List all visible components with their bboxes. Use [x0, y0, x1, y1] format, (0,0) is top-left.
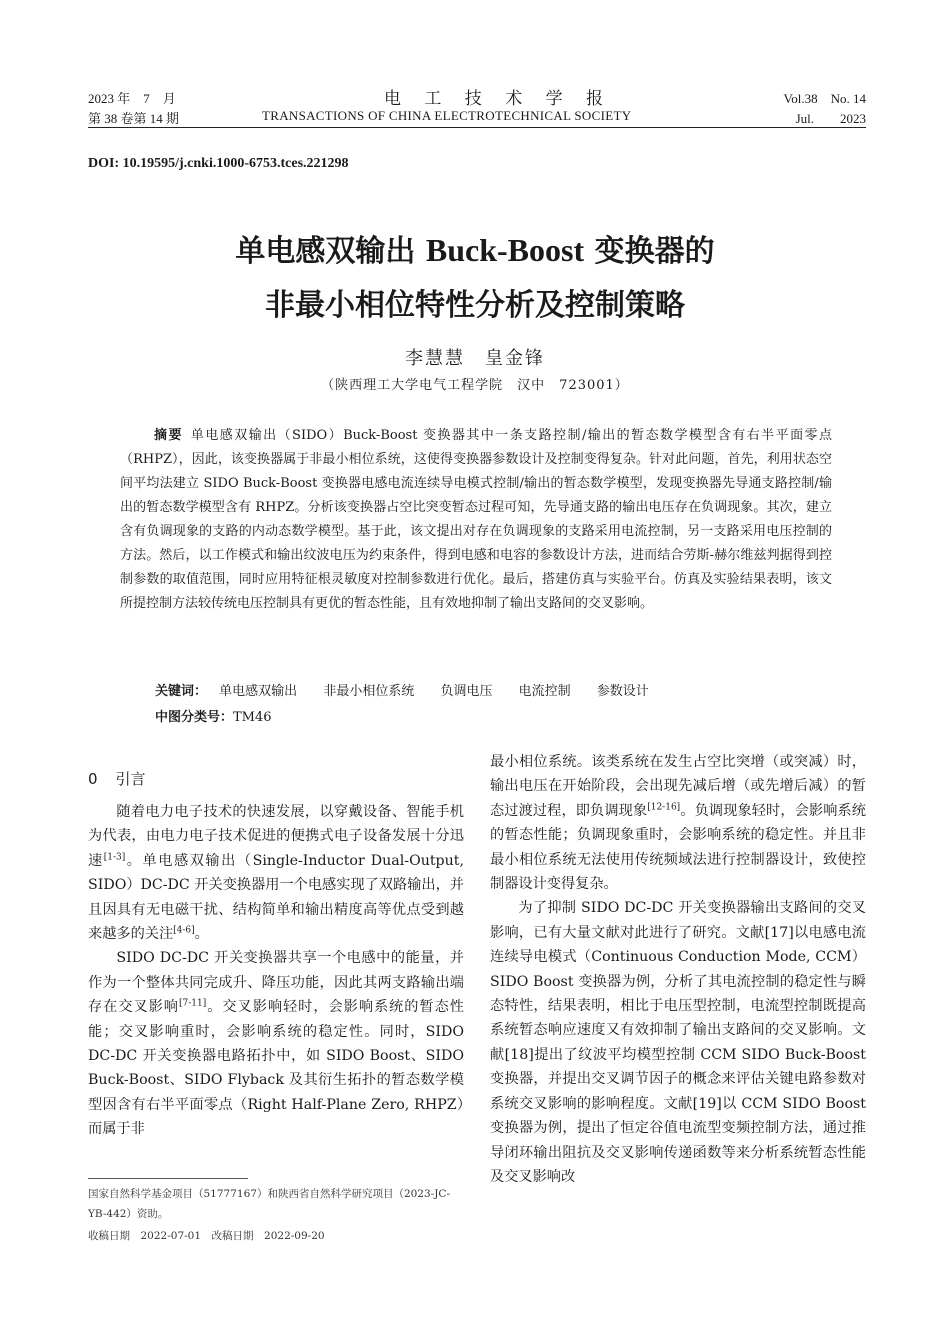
citation: [4-6]: [173, 925, 195, 936]
paragraph: [490, 750, 866, 896]
left-column: [88, 800, 464, 1142]
right-column: [490, 750, 866, 1189]
paragraph: [88, 946, 464, 1141]
paragraph: 为了抑制 SIDO DC-DC 开关变换器输出支路间的交叉影响，已有大量文献对此进行了研究。文献[17]以电感电流连续导电模式（Continuous Conduction Mode, CCM）SIDO Boost 变换器为例，分析了其电流控制的稳定性与瞬态特性，结果表明，相比于电压型控制，电流型控制既提高系统暂态响应速度又有效抑制了输出支路间的交叉影响。文献[18]提出了纹波平均模型控制 CCM SIDO Buck-Boost 变换器，并提出交叉调节因子的概念来评估关键电路参数对系统交叉影响的影响程度。文献[19]以 CCM SIDO Boost 变换器为例，提出了恒定谷值电流型变频控制方法，通过推导闭环输出阻抗及交叉影响传递函数等来分析系统暂态性能及交叉影响改: [490, 900, 866, 1185]
keyword: 参数设计: [596, 684, 649, 699]
doi: DOI: 10.19595/j.cnki.1000-6753.tces.221298: [88, 156, 349, 171]
paper-title-line1: [0, 226, 950, 270]
abstract-label: 摘要: [154, 428, 183, 443]
paragraph-text: 。负调现象轻时，会影响系统的暂态性能；负调现象重时，会影响系统的稳定性。并且非最小相位系统无法使用传统频域法进行控制器设计，致使控制器设计变得复杂。: [490, 802, 866, 893]
paragraph-text: 。交叉影响轻时，会影响系统的暂态性能；交叉影响重时，会影响系统的稳定性。同时，SIDO DC-DC 开关变换器电路拓扑中，如 SIDO Boost、SIDO Buck-Boost、SIDO Flyback 及其衍生拓扑的暂态数学模型因含有右半平面零点（Right Half-Plane Zero, RHPZ）而属于非: [88, 999, 464, 1138]
abstract-text: 单电感双输出（SIDO）Buck-Boost 变换器其中一条支路控制/输出的暂态数学模型含有右半平面零点（RHPZ），因此，该变换器属于非最小相位系统，这使得变换器参数设计及控制变得复杂。针对此问题，首先，利用状态空间平均法建立 SIDO Buck-Boost 变换器电感电流连续导电模式控制/输出的暂态数学模型，发现变换器先导通支路控制/输出的暂态数学模型含有 RHPZ。分析该变换器占空比突变暂态过程可知，先导通支路的输出电压存在负调现象。其次，建立含有负调现象的支路的内动态数学模型。基于此，该文提出对存在负调现象的支路采用电流控制，另一支路采用电压控制的方法。然后，以工作模式和输出纹波电压为约束条件，得到电感和电容的参数设计方法，进而结合劳斯-赫尔维兹判据得到控制参数的取值范围，同时应用特征根灵敏度对控制参数进行优化。最后，搭建仿真与实验平台。仿真及实验结果表明，该文所提控制方法较传统电压控制具有更优的暂态性能，且有效地抑制了输出支路间的交叉影响。: [120, 428, 832, 611]
header-year-month: 2023 年 7 月: [88, 91, 176, 106]
header-volume-issue: 第 38 卷第 14 期: [88, 111, 180, 126]
paragraph-text: 随着电力电子技术的快速发展，以穿戴设备、智能手机为代表，由电力电子技术促进的便携式电子设备发展十分迅速: [88, 804, 464, 869]
header-rule: [88, 127, 866, 128]
citation: [12-16]: [647, 802, 681, 813]
keyword: 电流控制: [518, 684, 571, 699]
header-vol-no: Vol.38 No. 14: [783, 91, 866, 106]
title-line1-part-b: 变换器的: [584, 234, 715, 269]
paragraph: [88, 800, 464, 946]
journal-title-cn: 电 工 技 术 学 报: [384, 89, 613, 109]
footnote-funding: 国家自然科学基金项目（51777167）和陕西省自然科学研究项目（2023-JC-YB-442）资助。: [88, 1188, 451, 1220]
keyword: 负调电压: [440, 684, 493, 699]
paper-title-line2: 非最小相位特性分析及控制策略: [265, 288, 685, 323]
citation: [1-3]: [103, 852, 126, 863]
paragraph-text: 最小相位系统。该类系统在发生占空比突增（或突减）时，输出电压在开始阶段，会出现先减后增（或先增后减）的暂态过渡过程，即负调现象: [490, 754, 866, 819]
journal-title-en: TRANSACTIONS OF CHINA ELECTROTECHNICAL SOCIETY: [262, 108, 632, 123]
authors: 李慧慧 皇金锋: [405, 348, 545, 369]
paragraph-text: SIDO DC-DC 开关变换器共享一个电感中的能量，并作为一个整体共同完成升、降压功能，因此其两支路输出端存在交叉影响: [88, 950, 464, 1016]
abstract: [120, 424, 832, 616]
title-line1-latin: Buck-Boost: [425, 232, 585, 268]
title-line1-part-a: 单电感双输出: [235, 234, 426, 269]
keywords-label: 关键词：: [155, 684, 208, 699]
paragraph-text: 。单电感双输出（Single-Inductor Dual-Output, SIDO）DC-DC 开关变换器用一个电感实现了双路输出，并且因具有无电磁干扰、结构简单和输出精度高等优点受到越来越多的关注: [88, 852, 464, 943]
clc-label: 中图分类号：: [155, 710, 234, 725]
keywords: [155, 680, 671, 699]
paragraph-text: 。: [194, 926, 209, 943]
clc-value: TM46: [233, 710, 272, 725]
keyword: 非最小相位系统: [323, 684, 415, 699]
header-month-year: Jul. 2023: [795, 111, 866, 126]
affiliation: （陕西理工大学电气工程学院 汉中 723001）: [321, 378, 629, 393]
section-number: 0: [88, 770, 98, 788]
citation: [7-11]: [178, 998, 207, 1009]
clc-number: [155, 706, 272, 725]
footnote-rule: [88, 1178, 248, 1179]
footnote-dates: 收稿日期 2022-07-01 改稿日期 2022-09-20: [88, 1230, 325, 1242]
section-heading: [88, 768, 146, 789]
keyword: 单电感双输出: [219, 684, 298, 699]
section-title: 引言: [115, 770, 146, 788]
